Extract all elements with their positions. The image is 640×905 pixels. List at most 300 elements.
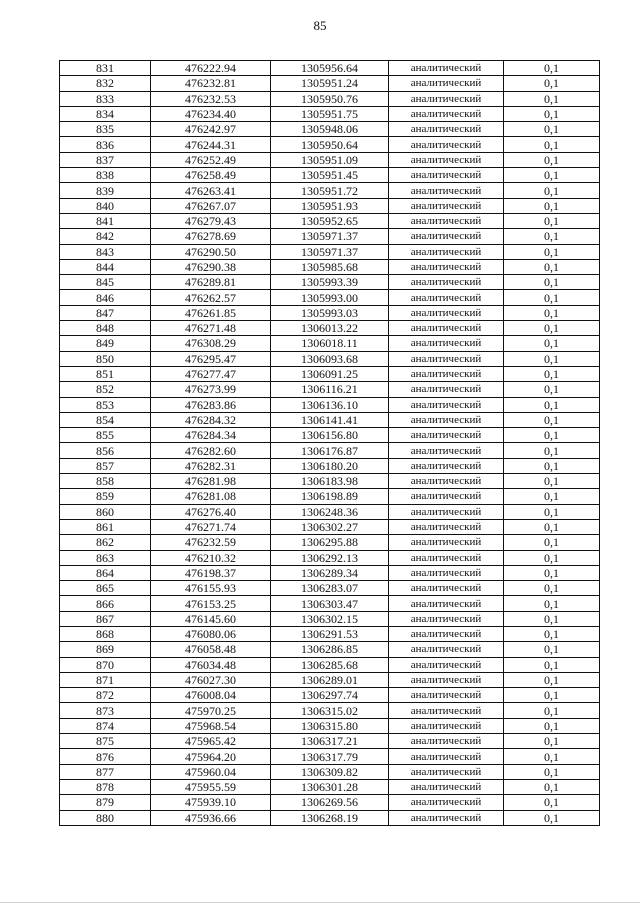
method-cell: аналитический bbox=[389, 168, 504, 183]
accuracy-cell: 0,1 bbox=[504, 336, 600, 351]
point-number-cell: 859 bbox=[60, 489, 151, 504]
method-cell: аналитический bbox=[389, 305, 504, 320]
point-number-cell: 836 bbox=[60, 137, 151, 152]
table-row bbox=[60, 428, 600, 443]
point-number-cell: 844 bbox=[60, 259, 151, 274]
point-number-cell: 831 bbox=[60, 61, 151, 76]
table-row bbox=[60, 397, 600, 412]
method-cell: аналитический bbox=[389, 458, 504, 473]
table-row bbox=[60, 213, 600, 228]
y-coordinate-cell: 1306286.85 bbox=[271, 642, 389, 657]
y-coordinate-cell: 1306091.25 bbox=[271, 366, 389, 381]
accuracy-cell: 0,1 bbox=[504, 91, 600, 106]
y-coordinate-cell: 1306156.80 bbox=[271, 428, 389, 443]
point-number-cell: 868 bbox=[60, 626, 151, 641]
table-row bbox=[60, 626, 600, 641]
table-row bbox=[60, 550, 600, 565]
method-cell: аналитический bbox=[389, 382, 504, 397]
table-row bbox=[60, 91, 600, 106]
accuracy-cell: 0,1 bbox=[504, 703, 600, 718]
method-cell: аналитический bbox=[389, 718, 504, 733]
method-cell: аналитический bbox=[389, 428, 504, 443]
x-coordinate-cell: 476027.30 bbox=[151, 672, 271, 687]
y-coordinate-cell: 1306183.98 bbox=[271, 474, 389, 489]
x-coordinate-cell: 476261.85 bbox=[151, 305, 271, 320]
y-coordinate-cell: 1306136.10 bbox=[271, 397, 389, 412]
y-coordinate-cell: 1306291.53 bbox=[271, 626, 389, 641]
y-coordinate-cell: 1305993.00 bbox=[271, 290, 389, 305]
method-cell: аналитический bbox=[389, 672, 504, 687]
point-number-cell: 860 bbox=[60, 504, 151, 519]
y-coordinate-cell: 1306285.68 bbox=[271, 657, 389, 672]
y-coordinate-cell: 1306295.88 bbox=[271, 535, 389, 550]
table-row bbox=[60, 106, 600, 121]
x-coordinate-cell: 476271.74 bbox=[151, 519, 271, 534]
point-number-cell: 834 bbox=[60, 106, 151, 121]
method-cell: аналитический bbox=[389, 183, 504, 198]
y-coordinate-cell: 1306289.34 bbox=[271, 565, 389, 580]
x-coordinate-cell: 476295.47 bbox=[151, 351, 271, 366]
y-coordinate-cell: 1305951.24 bbox=[271, 76, 389, 91]
accuracy-cell: 0,1 bbox=[504, 351, 600, 366]
accuracy-cell: 0,1 bbox=[504, 810, 600, 825]
table-row bbox=[60, 305, 600, 320]
table-row bbox=[60, 672, 600, 687]
accuracy-cell: 0,1 bbox=[504, 734, 600, 749]
x-coordinate-cell: 476289.81 bbox=[151, 275, 271, 290]
method-cell: аналитический bbox=[389, 321, 504, 336]
method-cell: аналитический bbox=[389, 137, 504, 152]
accuracy-cell: 0,1 bbox=[504, 779, 600, 794]
y-coordinate-cell: 1305951.93 bbox=[271, 198, 389, 213]
y-coordinate-cell: 1306269.56 bbox=[271, 795, 389, 810]
method-cell: аналитический bbox=[389, 91, 504, 106]
table-row bbox=[60, 76, 600, 91]
point-number-cell: 838 bbox=[60, 168, 151, 183]
x-coordinate-cell: 475955.59 bbox=[151, 779, 271, 794]
table-row bbox=[60, 198, 600, 213]
accuracy-cell: 0,1 bbox=[504, 581, 600, 596]
table-row bbox=[60, 152, 600, 167]
y-coordinate-cell: 1305948.06 bbox=[271, 122, 389, 137]
x-coordinate-cell: 476284.32 bbox=[151, 412, 271, 427]
point-number-cell: 865 bbox=[60, 581, 151, 596]
y-coordinate-cell: 1306268.19 bbox=[271, 810, 389, 825]
accuracy-cell: 0,1 bbox=[504, 321, 600, 336]
y-coordinate-cell: 1305951.09 bbox=[271, 152, 389, 167]
table-row bbox=[60, 321, 600, 336]
point-number-cell: 852 bbox=[60, 382, 151, 397]
accuracy-cell: 0,1 bbox=[504, 458, 600, 473]
method-cell: аналитический bbox=[389, 122, 504, 137]
accuracy-cell: 0,1 bbox=[504, 596, 600, 611]
method-cell: аналитический bbox=[389, 106, 504, 121]
x-coordinate-cell: 476198.37 bbox=[151, 565, 271, 580]
x-coordinate-cell: 475968.54 bbox=[151, 718, 271, 733]
table-row bbox=[60, 412, 600, 427]
method-cell: аналитический bbox=[389, 213, 504, 228]
x-coordinate-cell: 476267.07 bbox=[151, 198, 271, 213]
method-cell: аналитический bbox=[389, 443, 504, 458]
accuracy-cell: 0,1 bbox=[504, 382, 600, 397]
x-coordinate-cell: 476222.94 bbox=[151, 61, 271, 76]
x-coordinate-cell: 476258.49 bbox=[151, 168, 271, 183]
accuracy-cell: 0,1 bbox=[504, 642, 600, 657]
y-coordinate-cell: 1306292.13 bbox=[271, 550, 389, 565]
y-coordinate-cell: 1305951.45 bbox=[271, 168, 389, 183]
y-coordinate-cell: 1305971.37 bbox=[271, 244, 389, 259]
method-cell: аналитический bbox=[389, 581, 504, 596]
point-number-cell: 842 bbox=[60, 229, 151, 244]
table-row bbox=[60, 779, 600, 794]
x-coordinate-cell: 476279.43 bbox=[151, 213, 271, 228]
table-row bbox=[60, 565, 600, 580]
accuracy-cell: 0,1 bbox=[504, 168, 600, 183]
point-number-cell: 866 bbox=[60, 596, 151, 611]
x-coordinate-cell: 476262.57 bbox=[151, 290, 271, 305]
point-number-cell: 850 bbox=[60, 351, 151, 366]
x-coordinate-cell: 476281.98 bbox=[151, 474, 271, 489]
x-coordinate-cell: 476058.48 bbox=[151, 642, 271, 657]
table-row bbox=[60, 259, 600, 274]
y-coordinate-cell: 1306309.82 bbox=[271, 764, 389, 779]
method-cell: аналитический bbox=[389, 626, 504, 641]
method-cell: аналитический bbox=[389, 397, 504, 412]
point-number-cell: 858 bbox=[60, 474, 151, 489]
method-cell: аналитический bbox=[389, 565, 504, 580]
y-coordinate-cell: 1305956.64 bbox=[271, 61, 389, 76]
point-number-cell: 848 bbox=[60, 321, 151, 336]
accuracy-cell: 0,1 bbox=[504, 290, 600, 305]
y-coordinate-cell: 1305952.65 bbox=[271, 213, 389, 228]
table-row bbox=[60, 275, 600, 290]
x-coordinate-cell: 476281.08 bbox=[151, 489, 271, 504]
table-row bbox=[60, 183, 600, 198]
coordinates-table-body bbox=[60, 61, 600, 826]
table-row bbox=[60, 244, 600, 259]
x-coordinate-cell: 476234.40 bbox=[151, 106, 271, 121]
point-number-cell: 877 bbox=[60, 764, 151, 779]
point-number-cell: 861 bbox=[60, 519, 151, 534]
table-row bbox=[60, 489, 600, 504]
x-coordinate-cell: 476278.69 bbox=[151, 229, 271, 244]
y-coordinate-cell: 1306301.28 bbox=[271, 779, 389, 794]
y-coordinate-cell: 1306198.89 bbox=[271, 489, 389, 504]
accuracy-cell: 0,1 bbox=[504, 795, 600, 810]
table-row bbox=[60, 290, 600, 305]
accuracy-cell: 0,1 bbox=[504, 305, 600, 320]
point-number-cell: 863 bbox=[60, 550, 151, 565]
y-coordinate-cell: 1306302.15 bbox=[271, 611, 389, 626]
method-cell: аналитический bbox=[389, 688, 504, 703]
method-cell: аналитический bbox=[389, 351, 504, 366]
y-coordinate-cell: 1306317.79 bbox=[271, 749, 389, 764]
point-number-cell: 837 bbox=[60, 152, 151, 167]
accuracy-cell: 0,1 bbox=[504, 550, 600, 565]
point-number-cell: 872 bbox=[60, 688, 151, 703]
x-coordinate-cell: 476263.41 bbox=[151, 183, 271, 198]
method-cell: аналитический bbox=[389, 412, 504, 427]
y-coordinate-cell: 1305971.37 bbox=[271, 229, 389, 244]
x-coordinate-cell: 476210.32 bbox=[151, 550, 271, 565]
accuracy-cell: 0,1 bbox=[504, 76, 600, 91]
y-coordinate-cell: 1306302.27 bbox=[271, 519, 389, 534]
method-cell: аналитический bbox=[389, 290, 504, 305]
x-coordinate-cell: 475939.10 bbox=[151, 795, 271, 810]
x-coordinate-cell: 476290.50 bbox=[151, 244, 271, 259]
method-cell: аналитический bbox=[389, 535, 504, 550]
y-coordinate-cell: 1305950.76 bbox=[271, 91, 389, 106]
y-coordinate-cell: 1305993.03 bbox=[271, 305, 389, 320]
y-coordinate-cell: 1306116.21 bbox=[271, 382, 389, 397]
table-row bbox=[60, 657, 600, 672]
point-number-cell: 851 bbox=[60, 366, 151, 381]
x-coordinate-cell: 476276.40 bbox=[151, 504, 271, 519]
y-coordinate-cell: 1305950.64 bbox=[271, 137, 389, 152]
method-cell: аналитический bbox=[389, 366, 504, 381]
table-row bbox=[60, 168, 600, 183]
table-row bbox=[60, 596, 600, 611]
method-cell: аналитический bbox=[389, 795, 504, 810]
table-row bbox=[60, 443, 600, 458]
method-cell: аналитический bbox=[389, 244, 504, 259]
y-coordinate-cell: 1306013.22 bbox=[271, 321, 389, 336]
point-number-cell: 864 bbox=[60, 565, 151, 580]
method-cell: аналитический bbox=[389, 76, 504, 91]
y-coordinate-cell: 1306248.36 bbox=[271, 504, 389, 519]
table-row bbox=[60, 137, 600, 152]
x-coordinate-cell: 476273.99 bbox=[151, 382, 271, 397]
accuracy-cell: 0,1 bbox=[504, 275, 600, 290]
accuracy-cell: 0,1 bbox=[504, 198, 600, 213]
x-coordinate-cell: 476145.60 bbox=[151, 611, 271, 626]
y-coordinate-cell: 1305985.68 bbox=[271, 259, 389, 274]
point-number-cell: 839 bbox=[60, 183, 151, 198]
method-cell: аналитический bbox=[389, 229, 504, 244]
x-coordinate-cell: 476034.48 bbox=[151, 657, 271, 672]
table-row bbox=[60, 366, 600, 381]
point-number-cell: 835 bbox=[60, 122, 151, 137]
accuracy-cell: 0,1 bbox=[504, 474, 600, 489]
x-coordinate-cell: 476282.31 bbox=[151, 458, 271, 473]
y-coordinate-cell: 1306317.21 bbox=[271, 734, 389, 749]
y-coordinate-cell: 1306018.11 bbox=[271, 336, 389, 351]
point-number-cell: 857 bbox=[60, 458, 151, 473]
accuracy-cell: 0,1 bbox=[504, 428, 600, 443]
point-number-cell: 870 bbox=[60, 657, 151, 672]
point-number-cell: 854 bbox=[60, 412, 151, 427]
method-cell: аналитический bbox=[389, 504, 504, 519]
point-number-cell: 840 bbox=[60, 198, 151, 213]
point-number-cell: 869 bbox=[60, 642, 151, 657]
table-row bbox=[60, 642, 600, 657]
point-number-cell: 843 bbox=[60, 244, 151, 259]
method-cell: аналитический bbox=[389, 474, 504, 489]
method-cell: аналитический bbox=[389, 611, 504, 626]
x-coordinate-cell: 476155.93 bbox=[151, 581, 271, 596]
accuracy-cell: 0,1 bbox=[504, 672, 600, 687]
table-row bbox=[60, 474, 600, 489]
x-coordinate-cell: 476244.31 bbox=[151, 137, 271, 152]
method-cell: аналитический bbox=[389, 703, 504, 718]
table-row bbox=[60, 535, 600, 550]
point-number-cell: 832 bbox=[60, 76, 151, 91]
table-row bbox=[60, 351, 600, 366]
table-row bbox=[60, 764, 600, 779]
accuracy-cell: 0,1 bbox=[504, 443, 600, 458]
table-row bbox=[60, 336, 600, 351]
method-cell: аналитический bbox=[389, 152, 504, 167]
y-coordinate-cell: 1306141.41 bbox=[271, 412, 389, 427]
point-number-cell: 833 bbox=[60, 91, 151, 106]
point-number-cell: 878 bbox=[60, 779, 151, 794]
accuracy-cell: 0,1 bbox=[504, 657, 600, 672]
accuracy-cell: 0,1 bbox=[504, 611, 600, 626]
x-coordinate-cell: 476242.97 bbox=[151, 122, 271, 137]
accuracy-cell: 0,1 bbox=[504, 688, 600, 703]
x-coordinate-cell: 476277.47 bbox=[151, 366, 271, 381]
x-coordinate-cell: 476008.04 bbox=[151, 688, 271, 703]
point-number-cell: 855 bbox=[60, 428, 151, 443]
x-coordinate-cell: 476232.81 bbox=[151, 76, 271, 91]
x-coordinate-cell: 475970.25 bbox=[151, 703, 271, 718]
y-coordinate-cell: 1306315.80 bbox=[271, 718, 389, 733]
accuracy-cell: 0,1 bbox=[504, 213, 600, 228]
page-number: 85 bbox=[313, 18, 327, 33]
point-number-cell: 847 bbox=[60, 305, 151, 320]
accuracy-cell: 0,1 bbox=[504, 749, 600, 764]
point-number-cell: 849 bbox=[60, 336, 151, 351]
table-row bbox=[60, 795, 600, 810]
table-row bbox=[60, 382, 600, 397]
table-row bbox=[60, 229, 600, 244]
table-row bbox=[60, 718, 600, 733]
method-cell: аналитический bbox=[389, 657, 504, 672]
accuracy-cell: 0,1 bbox=[504, 626, 600, 641]
method-cell: аналитический bbox=[389, 749, 504, 764]
x-coordinate-cell: 476080.06 bbox=[151, 626, 271, 641]
scan-edge-line bbox=[0, 902, 640, 903]
accuracy-cell: 0,1 bbox=[504, 183, 600, 198]
table-row bbox=[60, 734, 600, 749]
point-number-cell: 880 bbox=[60, 810, 151, 825]
accuracy-cell: 0,1 bbox=[504, 565, 600, 580]
method-cell: аналитический bbox=[389, 810, 504, 825]
y-coordinate-cell: 1305951.72 bbox=[271, 183, 389, 198]
accuracy-cell: 0,1 bbox=[504, 152, 600, 167]
method-cell: аналитический bbox=[389, 61, 504, 76]
accuracy-cell: 0,1 bbox=[504, 229, 600, 244]
table-row bbox=[60, 519, 600, 534]
table-row bbox=[60, 581, 600, 596]
method-cell: аналитический bbox=[389, 779, 504, 794]
point-number-cell: 876 bbox=[60, 749, 151, 764]
table-row bbox=[60, 810, 600, 825]
x-coordinate-cell: 476153.25 bbox=[151, 596, 271, 611]
point-number-cell: 862 bbox=[60, 535, 151, 550]
x-coordinate-cell: 475960.04 bbox=[151, 764, 271, 779]
x-coordinate-cell: 475964.20 bbox=[151, 749, 271, 764]
x-coordinate-cell: 476232.59 bbox=[151, 535, 271, 550]
point-number-cell: 879 bbox=[60, 795, 151, 810]
x-coordinate-cell: 476271.48 bbox=[151, 321, 271, 336]
point-number-cell: 845 bbox=[60, 275, 151, 290]
accuracy-cell: 0,1 bbox=[504, 122, 600, 137]
accuracy-cell: 0,1 bbox=[504, 244, 600, 259]
y-coordinate-cell: 1305951.75 bbox=[271, 106, 389, 121]
table-row bbox=[60, 688, 600, 703]
x-coordinate-cell: 476290.38 bbox=[151, 259, 271, 274]
accuracy-cell: 0,1 bbox=[504, 412, 600, 427]
point-number-cell: 856 bbox=[60, 443, 151, 458]
method-cell: аналитический bbox=[389, 642, 504, 657]
y-coordinate-cell: 1306180.20 bbox=[271, 458, 389, 473]
table-row bbox=[60, 61, 600, 76]
table-row bbox=[60, 703, 600, 718]
accuracy-cell: 0,1 bbox=[504, 137, 600, 152]
y-coordinate-cell: 1306303.47 bbox=[271, 596, 389, 611]
accuracy-cell: 0,1 bbox=[504, 718, 600, 733]
method-cell: аналитический bbox=[389, 198, 504, 213]
table-row bbox=[60, 458, 600, 473]
accuracy-cell: 0,1 bbox=[504, 259, 600, 274]
accuracy-cell: 0,1 bbox=[504, 489, 600, 504]
table-row bbox=[60, 504, 600, 519]
table-row bbox=[60, 749, 600, 764]
method-cell: аналитический bbox=[389, 275, 504, 290]
y-coordinate-cell: 1305993.39 bbox=[271, 275, 389, 290]
accuracy-cell: 0,1 bbox=[504, 61, 600, 76]
accuracy-cell: 0,1 bbox=[504, 504, 600, 519]
table-row bbox=[60, 611, 600, 626]
point-number-cell: 875 bbox=[60, 734, 151, 749]
x-coordinate-cell: 476283.86 bbox=[151, 397, 271, 412]
point-number-cell: 867 bbox=[60, 611, 151, 626]
point-number-cell: 871 bbox=[60, 672, 151, 687]
point-number-cell: 873 bbox=[60, 703, 151, 718]
point-number-cell: 846 bbox=[60, 290, 151, 305]
y-coordinate-cell: 1306093.68 bbox=[271, 351, 389, 366]
x-coordinate-cell: 476232.53 bbox=[151, 91, 271, 106]
method-cell: аналитический bbox=[389, 596, 504, 611]
point-number-cell: 853 bbox=[60, 397, 151, 412]
accuracy-cell: 0,1 bbox=[504, 764, 600, 779]
x-coordinate-cell: 476252.49 bbox=[151, 152, 271, 167]
method-cell: аналитический bbox=[389, 734, 504, 749]
table-row bbox=[60, 122, 600, 137]
point-number-cell: 841 bbox=[60, 213, 151, 228]
point-number-cell: 874 bbox=[60, 718, 151, 733]
x-coordinate-cell: 475965.42 bbox=[151, 734, 271, 749]
accuracy-cell: 0,1 bbox=[504, 397, 600, 412]
y-coordinate-cell: 1306315.02 bbox=[271, 703, 389, 718]
x-coordinate-cell: 475936.66 bbox=[151, 810, 271, 825]
method-cell: аналитический bbox=[389, 489, 504, 504]
y-coordinate-cell: 1306176.87 bbox=[271, 443, 389, 458]
accuracy-cell: 0,1 bbox=[504, 519, 600, 534]
y-coordinate-cell: 1306289.01 bbox=[271, 672, 389, 687]
accuracy-cell: 0,1 bbox=[504, 366, 600, 381]
method-cell: аналитический bbox=[389, 764, 504, 779]
accuracy-cell: 0,1 bbox=[504, 106, 600, 121]
y-coordinate-cell: 1306297.74 bbox=[271, 688, 389, 703]
method-cell: аналитический bbox=[389, 550, 504, 565]
x-coordinate-cell: 476284.34 bbox=[151, 428, 271, 443]
accuracy-cell: 0,1 bbox=[504, 535, 600, 550]
x-coordinate-cell: 476308.29 bbox=[151, 336, 271, 351]
x-coordinate-cell: 476282.60 bbox=[151, 443, 271, 458]
y-coordinate-cell: 1306283.07 bbox=[271, 581, 389, 596]
